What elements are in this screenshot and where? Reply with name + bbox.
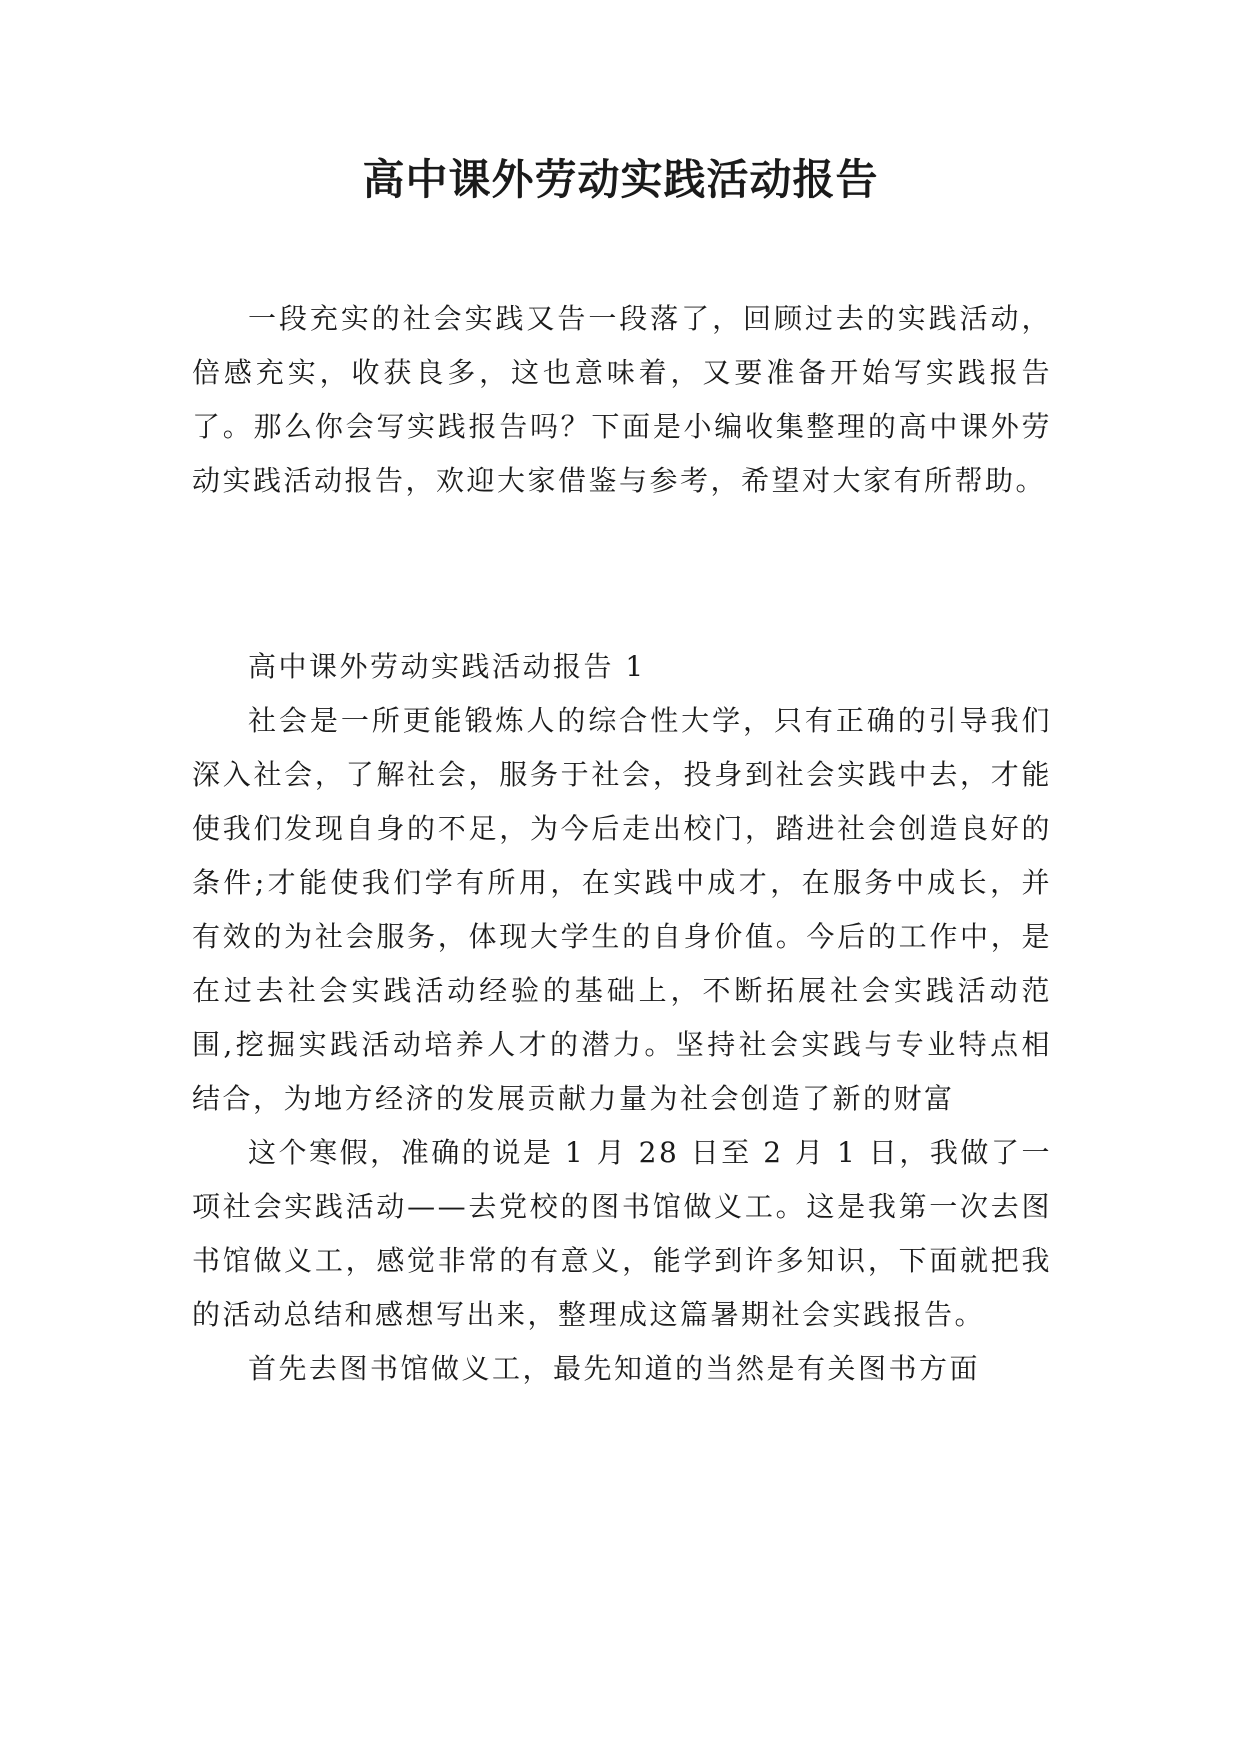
body-paragraph-3: 首先去图书馆做义工，最先知道的当然是有关图书方面 xyxy=(248,1352,981,1385)
intro-block xyxy=(192,292,1052,508)
body-paragraph-1: 社会是一所更能锻炼人的综合性大学，只有正确的引导我们深入社会，了解社会，服务于社会，投身到社会实践中去，才能使我们发现自身的不足，为今后走出校门，踏进社会创造良好的条件;才能使我们学有所用，在实践中成才，在服务中成长，并有效的为社会服务，体现大学生的自身价值。今后的工作中，是在过去社会实践活动经验的基础上，不断拓展社会实践活动范围,挖掘实践活动培养人才的潜力。坚持社会实践与专业特点相结合，为地方经济的发展贡献力量为社会创造了新的财富 xyxy=(192,704,1052,1115)
document-title: 高中课外劳动实践活动报告 xyxy=(362,155,879,204)
intro-paragraph: 一段充实的社会实践又告一段落了，回顾过去的实践活动，倍感充实，收获良多，这也意味着，又要准备开始写实践报告了。那么你会写实践报告吗？下面是小编收集整理的高中课外劳动实践活动报告，欢迎大家借鉴与参考，希望对大家有所帮助。 xyxy=(192,302,1052,497)
section-1 xyxy=(192,640,1052,1396)
section-heading: 高中课外劳动实践活动报告 1 xyxy=(248,650,646,683)
body-paragraph-2: 这个寒假，准确的说是 1 月 28 日至 2 月 1 日，我做了一项社会实践活动——去党校的图书馆做义工。这是我第一次去图书馆做义工，感觉非常的有意义，能学到许多知识，下面就把我的活动总结和感想写出来，整理成这篇暑期社会实践报告。 xyxy=(192,1136,1052,1331)
